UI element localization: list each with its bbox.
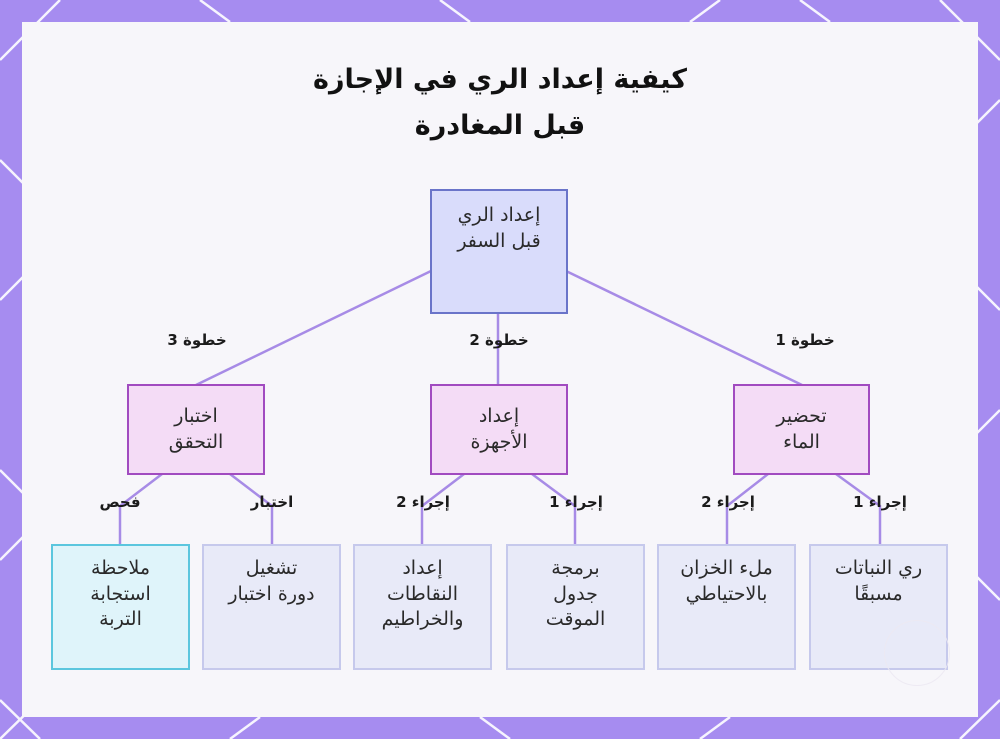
edge-label-devices-action1: إجراء 1 — [549, 493, 603, 511]
edge-label-test-check: فحص — [99, 493, 141, 511]
edge-label-step3: خطوة 3 — [167, 331, 227, 349]
node-root-irrigation-setup: إعداد الري قبل السفر — [430, 189, 568, 314]
edge-label-water-action1: إجراء 1 — [853, 493, 907, 511]
node-water-fill-tank: ملء الخزان بالاحتياطي — [657, 544, 796, 670]
title-line-2: قبل المغادرة — [414, 110, 586, 141]
watermark-emblem — [884, 620, 950, 686]
edge-label-devices-action2: إجراء 2 — [396, 493, 450, 511]
node-devices-drip: إعداد النقاطات والخراطيم — [353, 544, 492, 670]
title-line-1: كيفية إعداد الري في الإجازة — [313, 64, 687, 95]
edge-label-step2: خطوة 2 — [469, 331, 529, 349]
node-step-test-verify: اختبار التحقق — [127, 384, 265, 475]
edge-label-water-action2: إجراء 2 — [701, 493, 755, 511]
edge-label-test-try: اختبار — [250, 493, 294, 511]
node-test-cycle: تشغيل دورة اختبار — [202, 544, 341, 670]
edge-label-step1: خطوة 1 — [775, 331, 835, 349]
node-devices-timer: برمجة جدول الموقت — [506, 544, 645, 670]
node-test-soil: ملاحظة استجابة التربة — [51, 544, 190, 670]
node-step-water-prep: تحضير الماء — [733, 384, 870, 475]
node-step-devices-setup: إعداد الأجهزة — [430, 384, 568, 475]
node-water-prewater: ري النباتات مسبقًا — [809, 544, 948, 670]
